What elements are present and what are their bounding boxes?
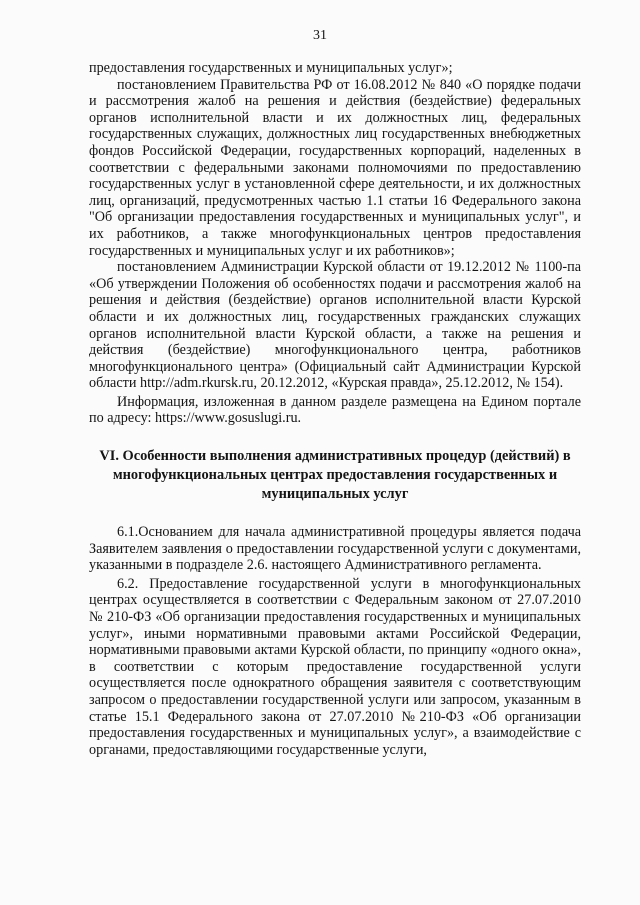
paragraph-decree-1100: постановлением Администрации Курской области от 19.12.2012 № 1100-па «Об утверждении Положения об особенностях подачи и рассмотрения жалоб на решения и действия (бездействие) органов исполнительной власти Курской области и их должностных лиц, государственных гражданских служащих органов исполнительной власти Курской области, а также на решения и действия (бездействие) многофункционального центра, работников многофункционального центра» (Официальный сайт Администрации Курской области http://adm.rkursk.ru, 20.12.2012, «Курская правда», 25.12.2012, № 154). — [89, 259, 581, 392]
paragraph-6-2: 6.2. Предоставление государственной услуги в многофункциональных центрах осуществляется в соответствии с Федеральным законом от 27.07.2010 № 210-ФЗ «Об организации предоставления государственных и муниципальных услуг», иными нормативными правовыми актами Российской Федерации, нормативными правовыми актами Курской области, по принципу «одного окна», в соответствии с которым предоставление государственной услуги осуществляется после однократного обращения заявителя с соответствующим запросом о предоставлении государственной услуги или запросом, указанным в статье 15.1 Федерального закона от 27.07.2010 №210-ФЗ «Об организации предоставления государственных и муниципальных услуг», а взаимодействие с органами, предоставляющими государственные услуги, — [89, 575, 581, 758]
document-body — [89, 60, 581, 758]
paragraph-6-1: 6.1.Основанием для начала административной процедуры является подача Заявителем заявления о предоставлении государственной услуги с документами, указанными в подразделе 2.6. настоящего Административного регламента. — [89, 524, 581, 574]
paragraph-continuation: предоставления государственных и муниципальных услуг»; — [89, 60, 453, 76]
section-heading: VI. Особенности выполнения административных процедур (действий) в многофункциональных центрах предоставления государственных и муниципальных услуг — [99, 448, 571, 503]
paragraph-portal-info: Информация, изложенная в данном разделе размещена на Едином портале по адресу: https://www.gosuslugi.ru. — [89, 393, 581, 427]
paragraph-decree-840: постановлением Правительства РФ от 16.08.2012 № 840 «О порядке подачи и рассмотрения жалоб на решения и действия (бездействие) федеральных органов исполнительной власти и их должностных лиц, федеральных государственных служащих, должностных лиц государственных внебюджетных фондов Российской Федерации, государственных корпораций, наделенных в соответствии с федеральными законами полномочиями по предоставлению государственных услуг в установленной сфере деятельности, и их должностных лиц, организаций, предусмотренных частью 1.1 статьи 16 Федерального закона "Об организации предоставления государственных и муниципальных услуг", и их работников, а также многофункциональных центров предоставления государственных и муниципальных услуг и их работников»; — [89, 76, 581, 259]
page-number: 31 — [313, 28, 327, 43]
